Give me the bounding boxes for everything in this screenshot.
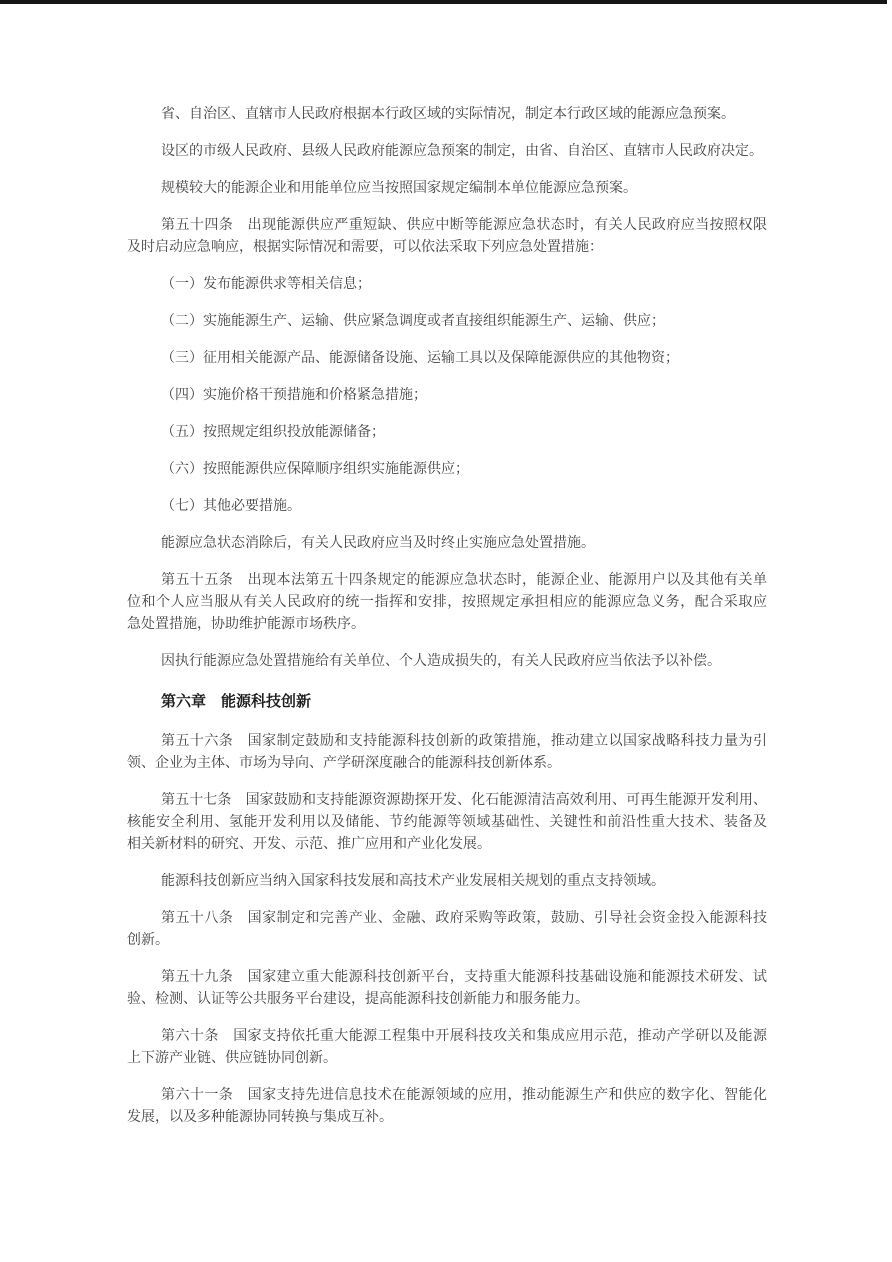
paragraph: [127, 141, 767, 163]
paragraph: [127, 311, 767, 333]
text-line: （六）按照能源供应保障顺序组织实施能源供应；: [161, 462, 469, 477]
paragraph: [127, 422, 767, 444]
paragraph: [127, 274, 767, 296]
paragraph: [127, 348, 767, 370]
text-line: （五）按照规定组织投放能源储备；: [161, 425, 385, 440]
text-line: 能源科技创新应当纳入国家科技发展和高技术产业发展相关规划的重点支持领域。: [161, 874, 665, 889]
text-line: 第五十八条 国家制定和完善产业、金融、政府采购等政策，鼓励、引导社会资金投入能源科技: [161, 911, 767, 926]
text-line: 设区的市级人民政府、县级人民政府能源应急预案的制定，由省、自治区、直辖市人民政府决定。: [161, 144, 763, 159]
paragraph: [127, 651, 767, 673]
text-line: 因执行能源应急处置措施给有关单位、个人造成损失的，有关人民政府应当依法予以补偿。: [161, 654, 721, 669]
text-line: 急处置措施，协助维护能源市场秩序。: [127, 617, 365, 632]
text-line: 及时启动应急响应，根据实际情况和需要，可以依法采取下列应急处置措施：: [127, 240, 603, 255]
document-body: [127, 104, 767, 1144]
paragraph: [127, 790, 767, 856]
text-line: 第五十九条 国家建立重大能源科技创新平台，支持重大能源科技基础设施和能源技术研发、试: [161, 970, 767, 985]
paragraph: [127, 385, 767, 407]
text-line: 第六十条 国家支持依托重大能源工程集中开展科技攻关和集成应用示范，推动产学研以及能源: [161, 1029, 767, 1044]
text-line: 创新。: [127, 933, 169, 948]
text-line: 第六十一条 国家支持先进信息技术在能源领域的应用，推动能源生产和供应的数字化、智能化: [161, 1088, 767, 1103]
text-line: 相关新材料的研究、开发、示范、推广应用和产业化发展。: [127, 837, 491, 852]
text-line: 发展，以及多种能源协同转换与集成互补。: [127, 1110, 393, 1125]
text-line: 规模较大的能源企业和用能单位应当按照国家规定编制本单位能源应急预案。: [161, 181, 637, 196]
paragraph: [127, 731, 767, 775]
paragraph: [127, 496, 767, 518]
chapter-heading: [127, 691, 767, 713]
text-line: 第五十四条 出现能源供应严重短缺、供应中断等能源应急状态时，有关人民政府应当按照权限: [161, 218, 767, 233]
paragraph: [127, 459, 767, 481]
paragraph: [127, 104, 767, 126]
paragraph: [127, 967, 767, 1011]
paragraph: [127, 908, 767, 952]
paragraph: [127, 871, 767, 893]
paragraph: [127, 178, 767, 200]
paragraph: [127, 570, 767, 636]
text-line: 领、企业为主体、市场为导向、产学研深度融合的能源科技创新体系。: [127, 756, 561, 771]
paragraph: [127, 533, 767, 555]
text-line: （一）发布能源供求等相关信息；: [161, 277, 371, 292]
text-line: 第五十七条 国家鼓励和支持能源资源勘探开发、化石能源清洁高效利用、可再生能源开发利用、: [161, 793, 767, 808]
paragraph: [127, 1085, 767, 1129]
text-line: 验、检测、认证等公共服务平台建设，提高能源科技创新能力和服务能力。: [127, 992, 589, 1007]
text-line: 省、自治区、直辖市人民政府根据本行政区域的实际情况，制定本行政区域的能源应急预案。: [161, 107, 735, 122]
text-line: （三）征用相关能源产品、能源储备设施、运输工具以及保障能源供应的其他物资；: [161, 351, 679, 366]
top-edge-bar: [0, 0, 887, 4]
text-line: （七）其他必要措施。: [161, 499, 301, 514]
text-line: 核能安全利用、氢能开发利用以及储能、节约能源等领域基础性、关键性和前沿性重大技术、装备及: [127, 815, 767, 830]
text-line: 第六章 能源科技创新: [161, 694, 312, 710]
paragraph: [127, 1026, 767, 1070]
text-line: （四）实施价格干预措施和价格紧急措施；: [161, 388, 427, 403]
text-line: 能源应急状态消除后，有关人民政府应当及时终止实施应急处置措施。: [161, 536, 595, 551]
paragraph: [127, 215, 767, 259]
text-line: 位和个人应当服从有关人民政府的统一指挥和安排，按照规定承担相应的能源应急义务，配合采取应: [127, 595, 767, 610]
text-line: 第五十六条 国家制定鼓励和支持能源科技创新的政策措施，推动建立以国家战略科技力量为引: [161, 734, 767, 749]
text-line: 第五十五条 出现本法第五十四条规定的能源应急状态时，能源企业、能源用户以及其他有关单: [161, 573, 767, 588]
text-line: 上下游产业链、供应链协同创新。: [127, 1051, 337, 1066]
text-line: （二）实施能源生产、运输、供应紧急调度或者直接组织能源生产、运输、供应；: [161, 314, 665, 329]
